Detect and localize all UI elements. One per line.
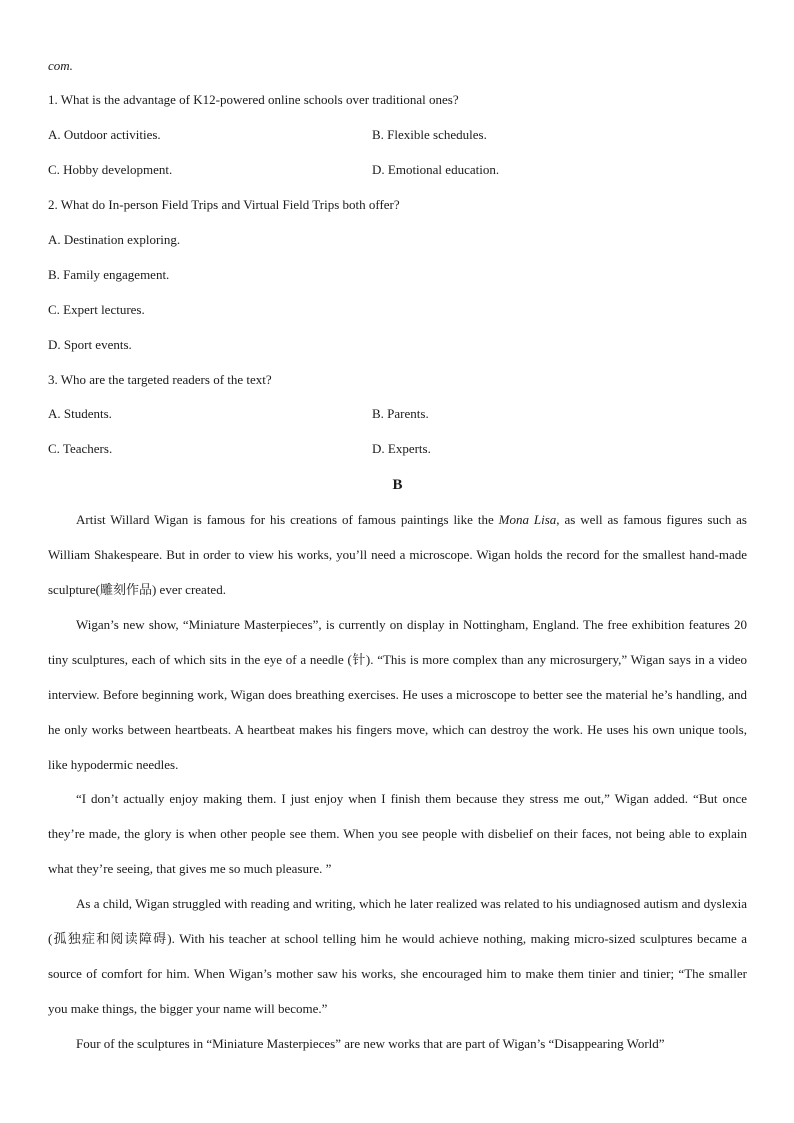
question-2-option-a: A. Destination exploring. <box>48 232 181 247</box>
question-3-option-c: C. Teachers. <box>48 441 113 456</box>
paragraph-1-italic-title: Mona Lisa <box>498 512 557 527</box>
question-2-option-d: D. Sport events. <box>48 337 132 352</box>
question-1-option-c: C. Hobby development. <box>48 162 173 177</box>
question-3-option-d: D. Experts. <box>372 441 431 456</box>
question-1-option-a: A. Outdoor activities. <box>48 127 161 142</box>
top-fragment: com. <box>48 58 73 73</box>
paragraph-4: As a child, Wigan struggled with reading and writing, which he later realized was related to his undiagnosed autism and dyslexia (孤独症和阅读障碍). With his teacher at school telling him he would achieve nothing, making micro-sized sculptures became a source of comfort for him. When Wigan’s mother saw his works, she encouraged him to make them tinier and tinier; “The smaller you make things, the bigger your name will become.” <box>48 896 747 1016</box>
question-2-stem: 2. What do In-person Field Trips and Virtual Field Trips both offer? <box>48 197 400 212</box>
question-1-option-d: D. Emotional education. <box>372 162 500 177</box>
paragraph-1-before: Artist Willard Wigan is famous for his creations of famous paintings like the <box>76 512 499 527</box>
question-3-option-a: A. Students. <box>48 406 112 421</box>
section-heading-b: B <box>392 477 403 493</box>
question-3-stem: 3. Who are the targeted readers of the text? <box>48 372 272 387</box>
question-1-stem: 1. What is the advantage of K12-powered online schools over traditional ones? <box>48 92 459 107</box>
paragraph-2: Wigan’s new show, “Miniature Masterpieces”, is currently on display in Nottingham, England. The free exhibition features 20 tiny sculptures, each of which sits in the eye of a needle (针). “This is more complex than any microsurgery,” Wigan says in a video interview. Before beginning work, Wigan does breathing exercises. He uses a microscope to better see the material he’s handling, and he only works between heartbeats. A heartbeat makes his fingers move, which can destroy the work. He uses his own unique tools, like hypodermic needles. <box>48 617 747 772</box>
question-2-option-c: C. Expert lectures. <box>48 302 145 317</box>
question-2-option-b: B. Family engagement. <box>48 267 170 282</box>
paragraph-3: “I don’t actually enjoy making them. I just enjoy when I finish them because they stress me out,” Wigan added. “But once they’re made, the glory is when other people see them. When you see people with disbelief on their faces, not being able to explain what they’re seeing, that gives me so much pleasure. ” <box>48 791 747 876</box>
question-3-option-b: B. Parents. <box>372 406 429 421</box>
paragraph-1-after: , as well as famous figures such as William Shakespeare. But in order to view his works, you’ll need a microscope. Wigan holds the record for the smallest hand-made sculpture(雕刻作品) ever created. <box>48 512 747 597</box>
paragraph-5: Four of the sculptures in “Miniature Masterpieces” are new works that are part of Wigan’s “Disappearing World” <box>76 1036 665 1051</box>
question-1-option-b: B. Flexible schedules. <box>372 127 487 142</box>
paragraph-1 <box>48 502 747 607</box>
